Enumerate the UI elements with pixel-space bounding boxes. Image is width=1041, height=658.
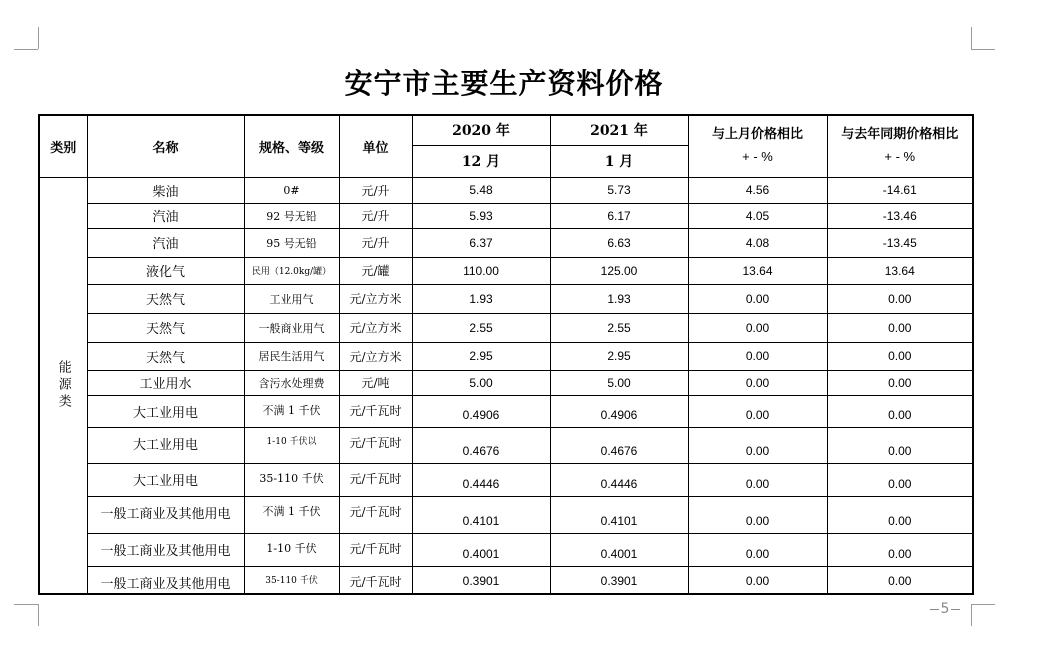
- row-prev-price: 110.00: [412, 257, 550, 284]
- row-unit: 元/千瓦时: [339, 566, 412, 594]
- row-name: 工业用水: [87, 370, 244, 395]
- row-prev-price: 0.4906: [412, 395, 550, 427]
- header-unit: 单位: [339, 115, 412, 177]
- row-curr-price: 125.00: [550, 257, 688, 284]
- table-row: [39, 342, 973, 370]
- row-prev-price: 5.93: [412, 203, 550, 228]
- row-prev-price: 0.4001: [412, 533, 550, 566]
- row-prev-price: 2.55: [412, 313, 550, 342]
- row-prev-price: 0.4676: [412, 427, 550, 463]
- row-name: 一般工商业及其他用电: [87, 533, 244, 566]
- row-prev-price: 0.4101: [412, 496, 550, 533]
- row-spec: 不满 1 千伏: [244, 496, 339, 533]
- row-name: 一般工商业及其他用电: [87, 566, 244, 594]
- table-row: [39, 257, 973, 284]
- header-compare-month-unit: + - %: [742, 149, 773, 165]
- row-mom-change: 0.00: [688, 395, 827, 427]
- row-spec: 含污水处理费: [244, 370, 339, 395]
- row-prev-price: 0.4446: [412, 463, 550, 496]
- row-yoy-change: 0.00: [827, 395, 973, 427]
- row-curr-price: 0.4446: [550, 463, 688, 496]
- header-year-curr: 2021 年: [550, 115, 688, 145]
- price-table: [38, 114, 974, 595]
- table-row: [39, 370, 973, 395]
- row-unit: 元/升: [339, 177, 412, 203]
- row-name: 大工业用电: [87, 427, 244, 463]
- row-spec: 92 号无铅: [244, 203, 339, 228]
- row-unit: 元/立方米: [339, 284, 412, 313]
- row-curr-price: 0.3901: [550, 566, 688, 594]
- crop-mark: [971, 49, 995, 50]
- row-spec: 1-10 千伏: [244, 533, 339, 566]
- row-mom-change: 0.00: [688, 284, 827, 313]
- row-yoy-change: 0.00: [827, 566, 973, 594]
- row-yoy-change: 0.00: [827, 370, 973, 395]
- table-row: [39, 566, 973, 594]
- row-unit: 元/吨: [339, 370, 412, 395]
- row-name: 一般工商业及其他用电: [87, 496, 244, 533]
- row-curr-price: 6.17: [550, 203, 688, 228]
- row-mom-change: 4.08: [688, 228, 827, 257]
- row-curr-price: 5.73: [550, 177, 688, 203]
- row-yoy-change: 0.00: [827, 313, 973, 342]
- header-year-prev: 2020 年: [412, 115, 550, 145]
- table-row: [39, 177, 973, 203]
- row-unit: 元/升: [339, 203, 412, 228]
- row-mom-change: 4.56: [688, 177, 827, 203]
- row-spec: 一般商业用气: [244, 313, 339, 342]
- row-name: 柴油: [87, 177, 244, 203]
- table-row: [39, 395, 973, 427]
- header-compare-year: [827, 115, 973, 177]
- row-name: 天然气: [87, 313, 244, 342]
- row-prev-price: 5.00: [412, 370, 550, 395]
- row-name: 天然气: [87, 342, 244, 370]
- row-yoy-change: 0.00: [827, 342, 973, 370]
- row-curr-price: 1.93: [550, 284, 688, 313]
- row-curr-price: 5.00: [550, 370, 688, 395]
- row-mom-change: 4.05: [688, 203, 827, 228]
- row-name: 汽油: [87, 228, 244, 257]
- row-yoy-change: -13.45: [827, 228, 973, 257]
- table-row: [39, 463, 973, 496]
- row-unit: 元/升: [339, 228, 412, 257]
- row-yoy-change: -13.46: [827, 203, 973, 228]
- row-spec: 民用（12.0kg/罐）: [244, 257, 339, 284]
- row-prev-price: 0.3901: [412, 566, 550, 594]
- row-unit: 元/千瓦时: [339, 395, 412, 427]
- row-prev-price: 1.93: [412, 284, 550, 313]
- row-mom-change: 0.00: [688, 313, 827, 342]
- row-curr-price: 0.4676: [550, 427, 688, 463]
- crop-mark: [971, 604, 972, 626]
- row-mom-change: 0.00: [688, 533, 827, 566]
- row-mom-change: 0.00: [688, 566, 827, 594]
- row-prev-price: 5.48: [412, 177, 550, 203]
- crop-mark: [14, 604, 38, 605]
- row-spec: 0#: [244, 177, 339, 203]
- row-curr-price: 6.63: [550, 228, 688, 257]
- row-yoy-change: 0.00: [827, 533, 973, 566]
- row-unit: 元/立方米: [339, 313, 412, 342]
- row-name: 大工业用电: [87, 463, 244, 496]
- row-unit: 元/千瓦时: [339, 533, 412, 566]
- row-name: 汽油: [87, 203, 244, 228]
- row-curr-price: 0.4001: [550, 533, 688, 566]
- row-yoy-change: 0.00: [827, 284, 973, 313]
- row-spec: 95 号无铅: [244, 228, 339, 257]
- row-unit: 元/千瓦时: [339, 463, 412, 496]
- page-title: 安宁市主要生产资料价格: [344, 67, 664, 100]
- crop-mark: [38, 27, 39, 49]
- crop-mark: [14, 49, 38, 50]
- header-category: 类别: [39, 115, 87, 177]
- header-month-prev: 12 月: [412, 145, 550, 177]
- row-spec: 居民生活用气: [244, 342, 339, 370]
- header-spec: 规格、等级: [244, 115, 339, 177]
- table-row: [39, 496, 973, 533]
- page-number: 5: [925, 601, 965, 617]
- row-mom-change: 0.00: [688, 463, 827, 496]
- row-spec: 35-110 千伏: [244, 463, 339, 496]
- header-compare-year-title: 与去年同期价格相比: [841, 127, 959, 143]
- row-yoy-change: 0.00: [827, 427, 973, 463]
- row-unit: 元/立方米: [339, 342, 412, 370]
- row-mom-change: 13.64: [688, 257, 827, 284]
- row-unit: 元/罐: [339, 257, 412, 284]
- crop-mark: [971, 604, 995, 605]
- category-label: 能源类: [39, 177, 87, 594]
- row-prev-price: 2.95: [412, 342, 550, 370]
- row-mom-change: 0.00: [688, 370, 827, 395]
- row-curr-price: 2.95: [550, 342, 688, 370]
- row-unit: 元/千瓦时: [339, 496, 412, 533]
- row-mom-change: 0.00: [688, 496, 827, 533]
- row-mom-change: 0.00: [688, 342, 827, 370]
- crop-mark: [971, 27, 972, 49]
- table-row: [39, 313, 973, 342]
- row-name: 液化气: [87, 257, 244, 284]
- row-yoy-change: 0.00: [827, 463, 973, 496]
- row-spec: 不满 1 千伏: [244, 395, 339, 427]
- row-yoy-change: 13.64: [827, 257, 973, 284]
- row-yoy-change: 0.00: [827, 496, 973, 533]
- table-row: [39, 284, 973, 313]
- row-unit: 元/千瓦时: [339, 427, 412, 463]
- row-spec: 35-110 千伏: [244, 566, 339, 594]
- row-name: 大工业用电: [87, 395, 244, 427]
- header-compare-month-title: 与上月价格相比: [711, 127, 803, 143]
- row-prev-price: 6.37: [412, 228, 550, 257]
- row-name: 天然气: [87, 284, 244, 313]
- header-compare-year-unit: + - %: [884, 149, 916, 165]
- table-row: [39, 427, 973, 463]
- table-row: [39, 203, 973, 228]
- row-mom-change: 0.00: [688, 427, 827, 463]
- header-name: 名称: [87, 115, 244, 177]
- row-spec: 工业用气: [244, 284, 339, 313]
- table-row: [39, 228, 973, 257]
- table-row: [39, 533, 973, 566]
- crop-mark: [38, 604, 39, 626]
- header-month-curr: 1 月: [550, 145, 688, 177]
- row-yoy-change: -14.61: [827, 177, 973, 203]
- row-spec: 1-10 千伏以: [244, 427, 339, 463]
- row-curr-price: 0.4906: [550, 395, 688, 427]
- row-curr-price: 2.55: [550, 313, 688, 342]
- row-curr-price: 0.4101: [550, 496, 688, 533]
- header-compare-month: [688, 115, 827, 177]
